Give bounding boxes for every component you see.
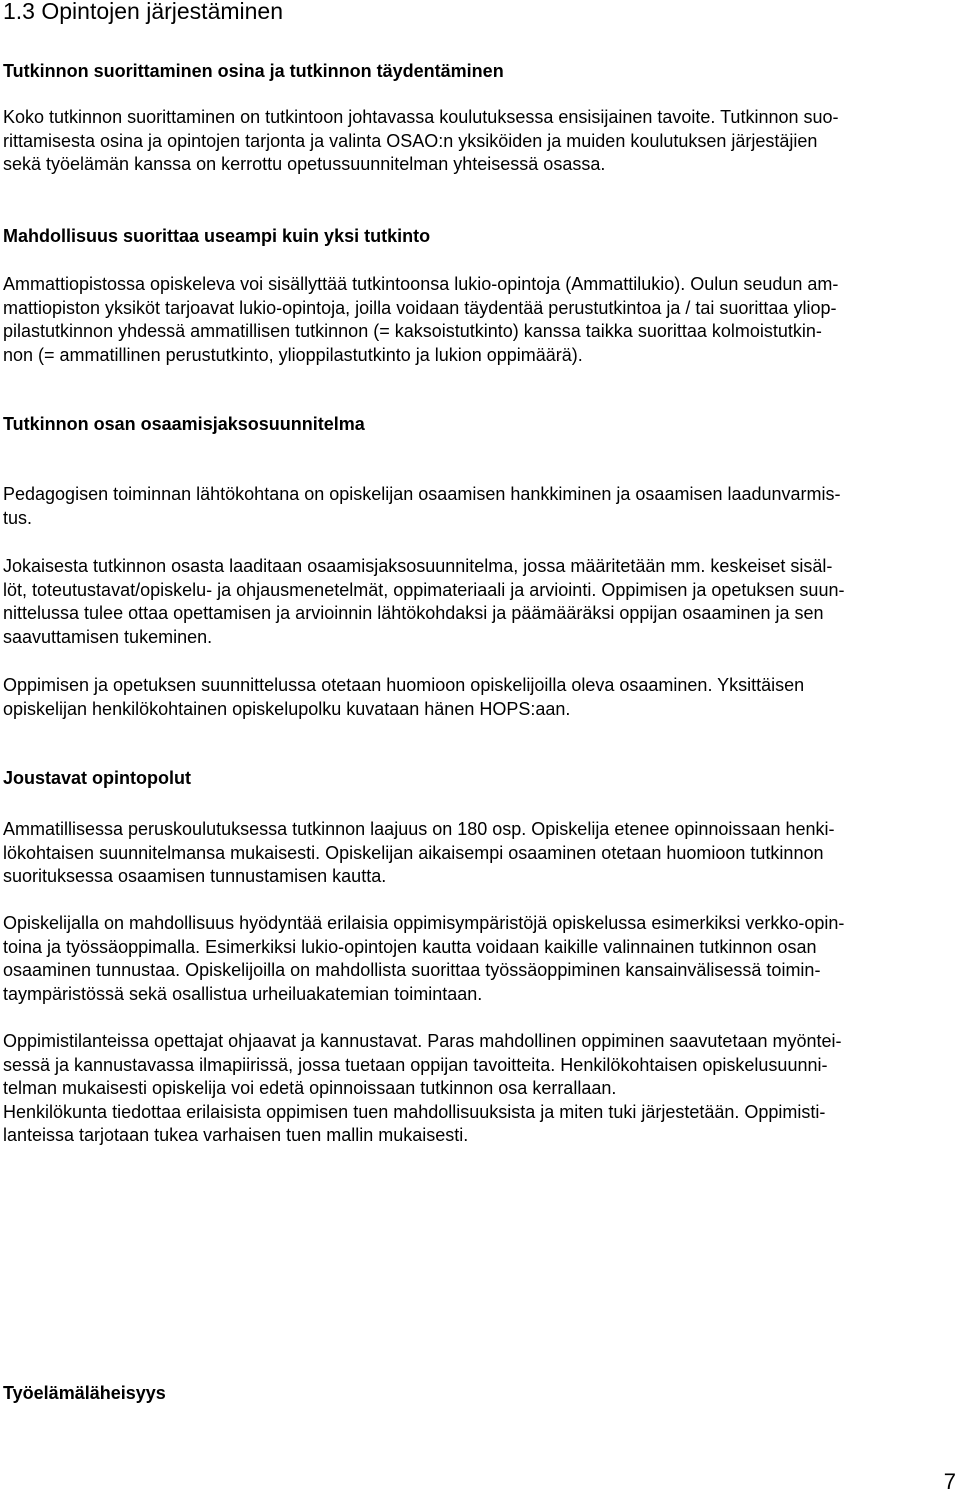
paragraph-line: Henkilökunta tiedottaa erilaisista oppimisen tuen mahdollisuuksista ja miten tuki järjestetään. Oppimisti- xyxy=(3,1101,826,1122)
page-heading: 1.3 Opintojen järjestäminen xyxy=(3,0,283,24)
paragraph-line: taympäristössä sekä osallistua urheiluakatemian toimintaan. xyxy=(3,983,483,1004)
paragraph-line: Oppimistilanteissa opettajat ohjaavat ja kannustavat. Paras mahdollinen oppiminen saavutetaan myöntei- xyxy=(3,1031,842,1051)
paragraph-line: telman mukaisesti opiskelija voi edetä opinnoissaan tutkinnon osa kerrallaan. xyxy=(3,1078,617,1099)
paragraph-line: non (= ammatillinen perustutkinto, ylioppilastutkinto ja lukion oppimäärä). xyxy=(3,344,583,365)
section-title-useampi-tutkinto: Mahdollisuus suorittaa useampi kuin yksi tutkinto xyxy=(3,226,431,246)
section-title-osaamisjaksosuunnitelma: Tutkinnon osan osaamisjaksosuunnitelma xyxy=(3,414,365,434)
paragraph-line: opiskelijan henkilökohtainen opiskelupolku kuvataan hänen HOPS:aan. xyxy=(3,698,571,719)
paragraph-line: Ammatillisessa peruskoulutuksessa tutkinnon laajuus on 180 osp. Opiskelija etenee opinnoissaan henki- xyxy=(3,819,835,839)
paragraph-pedagogisen-toiminnan xyxy=(3,483,958,530)
paragraph-line: rittamisesta osina ja opintojen tarjonta ja valinta OSAO:n yksiköiden ja muiden koulutuksen järjestäjien xyxy=(3,130,818,151)
paragraph-useampi-tutkinto xyxy=(3,273,958,367)
paragraph-line: Pedagogisen toiminnan lähtökohtana on opiskelijan osaamisen hankkiminen ja osaamisen laadunvarmis- xyxy=(3,484,841,504)
paragraph-line: mattiopiston yksiköt tarjoavat lukio-opintoja, joilla voidaan täydentää perustutkintoa ja / tai suorittaa yliop- xyxy=(3,297,837,318)
paragraph-line: tus. xyxy=(3,507,33,528)
paragraph-line: Ammattiopistossa opiskeleva voi sisällyttää tutkintoonsa lukio-opintoja (Ammattilukio). Oulun seudun am- xyxy=(3,274,839,294)
page-number: 7 xyxy=(943,1469,956,1494)
paragraph-line: lökohtaisen suunnitelmansa mukaisesti. Opiskelijan aikaisempi osaaminen otetaan huomioon tutkinnon xyxy=(3,842,824,863)
paragraph-line: Koko tutkinnon suorittaminen on tutkintoon johtavassa koulutuksessa ensisijainen tavoite. Tutkinnon suo- xyxy=(3,107,839,127)
paragraph-line: sessä ja kannustavassa ilmapiirissä, jossa tuetaan oppijan tavoitteita. Henkilökohtaisen opiskelusuunni- xyxy=(3,1054,828,1075)
paragraph-line: lanteissa tarjotaan tukea varhaisen tuen mallin mukaisesti. xyxy=(3,1125,469,1146)
paragraph-oppimistilanteissa xyxy=(3,1030,958,1148)
section-title-joustavat-opintopolut: Joustavat opintopolut xyxy=(3,768,191,788)
paragraph-ammatillisessa-peruskoulutuksessa xyxy=(3,818,958,889)
paragraph-line: pilastutkinnon yhdessä ammatillisen tutkinnon (= kaksoistutkinto) kanssa taikka suorittaa kolmoistutkin- xyxy=(3,321,822,342)
paragraph-line: saavuttamisen tukeminen. xyxy=(3,626,213,647)
paragraph-line: Opiskelijalla on mahdollisuus hyödyntää erilaisia oppimisympäristöjä opiskelussa esimerkiksi verkko-opin- xyxy=(3,913,845,933)
paragraph-line: sekä työelämän kanssa on kerrottu opetussuunnitelman yhteisessä osassa. xyxy=(3,154,606,175)
paragraph-oppimisen-suunnittelussa xyxy=(3,674,958,721)
paragraph-tutkinnon-suorittaminen xyxy=(3,106,958,177)
paragraph-oppimisymparistot xyxy=(3,912,958,1006)
paragraph-line: toina ja työssäoppimalla. Esimerkiksi lukio-opintojen kautta voidaan kaikille valinnainen tutkinnon osan xyxy=(3,936,817,957)
paragraph-line: suorituksessa osaamisen tunnustamisen kautta. xyxy=(3,866,387,887)
paragraph-line: Jokaisesta tutkinnon osasta laaditaan osaamisjaksosuunnitelma, jossa määritetään mm. keskeiset sisäl- xyxy=(3,556,833,576)
paragraph-jokaisesta-tutkinnon-osasta xyxy=(3,555,958,649)
paragraph-line: nittelussa tulee ottaa opettamisen ja arvioinnin lähtökohdaksi ja päämääräksi oppijan osaaminen ja sen xyxy=(3,603,824,624)
section-title-tutkinnon-suorittaminen: Tutkinnon suorittaminen osina ja tutkinnon täydentäminen xyxy=(3,61,504,81)
paragraph-line: Oppimisen ja opetuksen suunnittelussa otetaan huomioon opiskelijoilla oleva osaaminen. Yksittäisen xyxy=(3,675,805,695)
section-title-tyoelamalaheisyys: Työelämäläheisyys xyxy=(3,1383,166,1403)
paragraph-line: löt, toteutustavat/opiskelu- ja ohjausmenetelmät, oppimateriaali ja arviointi. Oppimisen ja opetuksen suun- xyxy=(3,579,845,600)
paragraph-line: osaaminen tunnustaa. Opiskelijoilla on mahdollista suorittaa työssäoppiminen kansainvälisessä toimin- xyxy=(3,960,821,981)
